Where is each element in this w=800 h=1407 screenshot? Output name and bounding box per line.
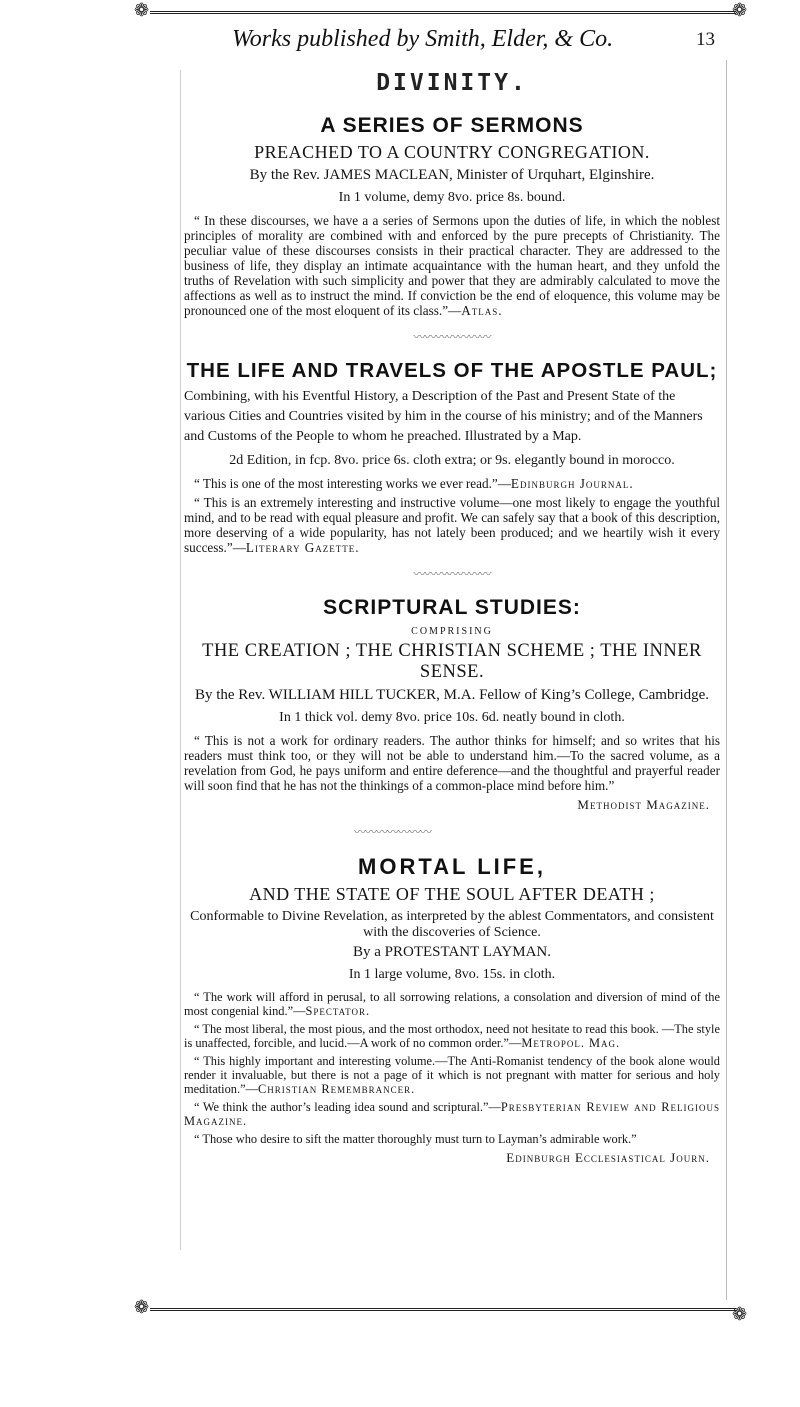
corner-ornament-icon: ❁ bbox=[134, 0, 150, 21]
corner-ornament-icon: ❁ bbox=[732, 0, 748, 21]
review-source: Methodist Magazine. bbox=[577, 797, 710, 812]
review-source: Presbyterian Review and Religious Magazine. bbox=[184, 1100, 720, 1128]
review-quote: “ We think the author’s leading idea sound and scriptural.”—Presbyterian Review and Religious Magazine. bbox=[184, 1100, 720, 1128]
section-heading: DIVINITY. bbox=[376, 70, 528, 96]
book-edition: In 1 volume, demy 8vo. price 8s. bound. bbox=[338, 190, 566, 205]
book-author: By the Rev. WILLIAM HILL TUCKER, M.A. Fellow of King’s College, Cambridge. bbox=[194, 687, 710, 703]
left-rule bbox=[180, 70, 181, 1250]
book-entry-apostle-paul bbox=[184, 359, 720, 555]
corner-ornament-icon: ❁ bbox=[134, 1297, 150, 1318]
book-title: SCRIPTURAL STUDIES: bbox=[323, 596, 581, 619]
bottom-border bbox=[150, 1308, 736, 1311]
book-author: By a PROTESTANT LAYMAN. bbox=[353, 944, 551, 960]
review-quote: “ This is an extremely interesting and instructive volume—one most likely to engage the youthful mind, and to be read with equal pleasure and profit. We can safely say that a book of this description, more deserving of a wide popularity, has not lately been produced; and we heartily wish it every success.”—Literary Gazette. bbox=[184, 495, 720, 555]
book-description: Combining, with his Eventful History, a Description of the Past and Present State of the various Cities and Countries visited by him in the course of his ministry; and of the Manners and Customs of the People to whom he preached. Illustrated by a Map. bbox=[184, 389, 703, 444]
book-subtitle: PREACHED TO A COUNTRY CONGREGATION. bbox=[254, 142, 650, 162]
divider-ornament: 〰〰〰〰〰〰〰 bbox=[354, 825, 432, 839]
book-entry-mortal-life bbox=[184, 854, 720, 1166]
review-source: Edinburgh Ecclesiastical Journ. bbox=[506, 1150, 710, 1165]
review-quote: “ Those who desire to sift the matter thoroughly must turn to Layman’s admirable work.” bbox=[194, 1132, 637, 1146]
page-number: 13 bbox=[696, 29, 715, 50]
book-edition: In 1 large volume, 8vo. 15s. in cloth. bbox=[348, 967, 556, 982]
review-quote: “ This highly important and interesting volume.—The Anti-Romanist tendency of the book alone would render it invaluable, but there is not a page of it which is not pregnant with matter for serious and holy meditation.”—Christian Remembrancer. bbox=[184, 1054, 720, 1096]
book-comprising: COMPRISING bbox=[411, 626, 493, 637]
book-edition: 2d Edition, in fcp. 8vo. price 6s. cloth extra; or 9s. elegantly bound in morocco. bbox=[229, 453, 675, 468]
right-rule bbox=[726, 60, 727, 1300]
review-quote: “ The work will afford in perusal, to all sorrowing relations, a consolation and diversion of mind of the most congenial kind.”—Spectator. bbox=[184, 990, 720, 1018]
review-source: Metropol. Mag. bbox=[521, 1036, 621, 1050]
running-title: Works published by Smith, Elder, & Co. bbox=[232, 26, 614, 52]
top-border bbox=[150, 11, 736, 14]
book-subtitle: THE CREATION ; THE CHRISTIAN SCHEME ; THE INNER SENSE. bbox=[202, 641, 702, 682]
book-author: By the Rev. JAMES MACLEAN, Minister of Urquhart, Elginshire. bbox=[249, 167, 655, 183]
review-source: Literary Gazette. bbox=[245, 540, 360, 555]
review-source: Christian Remembrancer. bbox=[257, 1082, 416, 1096]
catalogue-content bbox=[184, 70, 720, 1166]
review-source: Atlas. bbox=[461, 303, 503, 318]
book-entry-sermons bbox=[184, 114, 720, 318]
book-title: THE LIFE AND TRAVELS OF THE APOSTLE PAUL; bbox=[186, 359, 718, 382]
corner-ornament-icon: ❁ bbox=[732, 1304, 748, 1325]
review-quote: “ This is not a work for ordinary readers. The author thinks for himself; and so writes that his readers must think too, or they will not be able to understand him.—To the sacred volume, as a revelation from God, he pays uniform and entire deference—and the thoughtful and prayerful reader will soon find that he has not the thinkings of a common-place mind before him.” bbox=[184, 733, 720, 793]
divider-ornament: 〰〰〰〰〰〰〰 bbox=[413, 330, 491, 344]
book-edition: In 1 thick vol. demy 8vo. price 10s. 6d. neatly bound in cloth. bbox=[279, 710, 625, 725]
review-quote: “ In these discourses, we have a a series of Sermons upon the duties of life, in which the noblest principles of morality are combined with and enforced by the pure precepts of Christianity. The peculiar value of these discourses consists in their practical character. They are addressed to the business of life, they display an intimate acquaintance with the human heart, and they unfold the truths of Revelation with such simplicity and power that they are admirably calculated to move the affections as well as to instruct the mind. If conviction be the end of eloquence, this volume may be pronounced one of the most eloquent of its class.”—Atlas. bbox=[184, 213, 720, 318]
divider-ornament: 〰〰〰〰〰〰〰 bbox=[413, 567, 491, 581]
book-entry-scriptural-studies bbox=[184, 596, 720, 813]
review-quote: “ This is one of the most interesting works we ever read.”—Edinburgh Journal. bbox=[194, 476, 634, 491]
book-title: MORTAL LIFE, bbox=[358, 854, 546, 879]
review-source: Edinburgh Journal. bbox=[510, 476, 634, 491]
review-source: Spectator. bbox=[305, 1004, 371, 1018]
review-quote: “ The most liberal, the most pious, and the most orthodox, need not hesitate to read this book. —The style is unaffected, forcible, and lucid.—A work of no common order.”—Metropol. Mag. bbox=[184, 1022, 720, 1050]
book-subtitle: AND THE STATE OF THE SOUL AFTER DEATH ; bbox=[249, 884, 655, 904]
book-description: Conformable to Divine Revelation, as interpreted by the ablest Commentators, and consistent with the discoveries of Science. bbox=[190, 909, 714, 940]
book-title: A SERIES OF SERMONS bbox=[320, 114, 584, 137]
